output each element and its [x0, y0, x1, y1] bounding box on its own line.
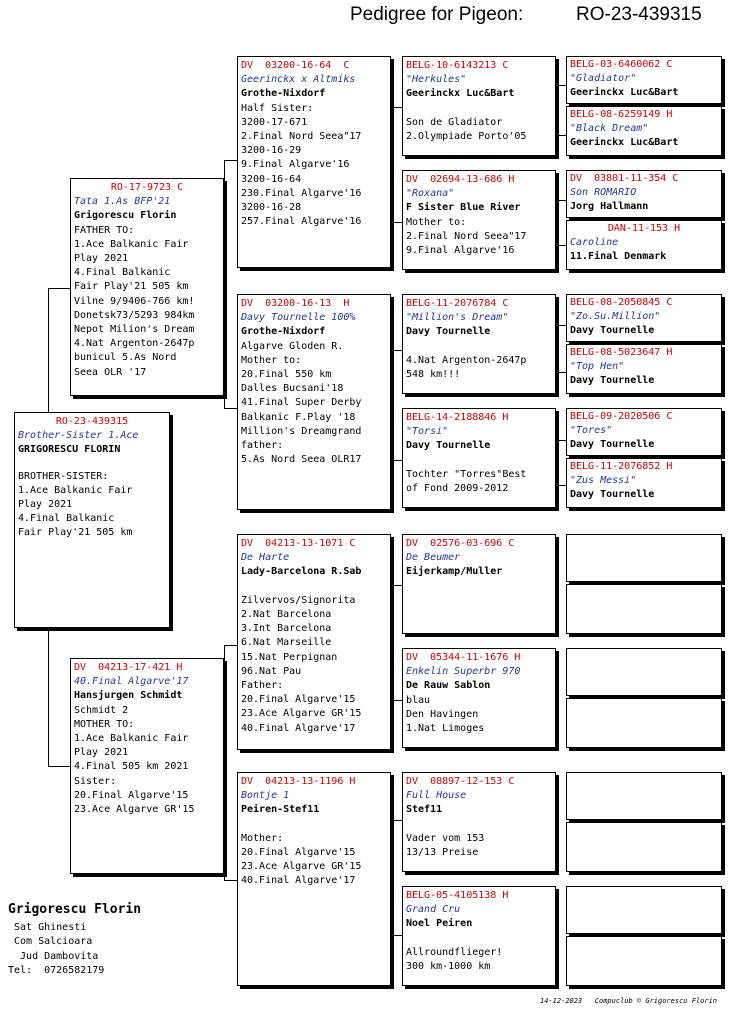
empty-pedigree-card[interactable]: [566, 772, 722, 820]
card-name: Enkelin Superbr 970: [406, 666, 521, 678]
connector-line: [224, 645, 237, 646]
dam-card[interactable]: [70, 658, 224, 874]
card-name: Full House: [406, 790, 467, 802]
card-name: Geerinckx x Altmiks: [241, 74, 356, 86]
connector-line: [48, 288, 49, 412]
card-name: "Top Hen": [570, 361, 625, 373]
card-name: "Roxana": [406, 188, 455, 200]
card-ring: DV 02576-03-696 C: [406, 538, 515, 549]
empty-pedigree-card[interactable]: [566, 648, 722, 696]
pedigree-card-dam-dam[interactable]: [237, 772, 391, 986]
card-name: "Tores": [570, 425, 613, 437]
card-owner: Jorg Hallmann: [570, 201, 649, 213]
footer-credit: 14-12-2023 Compuclub © Grigorescu Florin: [540, 997, 718, 1005]
card-owner: 11.Final Denmark: [570, 251, 667, 263]
page-header: [350, 4, 730, 30]
pedigree-card-sire-dam[interactable]: [237, 294, 391, 510]
card-name: "Gladiator": [570, 73, 637, 85]
connector-line: [224, 408, 237, 409]
empty-pedigree-card[interactable]: [566, 534, 722, 582]
connector-line: [558, 485, 566, 486]
dam-notes: Schmidt 2 MOTHER TO: 1.Ace Balkanic Fair Play 2021 4.Final 505 km 2021 Sister: 20.Final Algarve'15 23.Ace Algarve GR'15: [74, 704, 195, 816]
card-name: "Herkules": [406, 74, 467, 86]
breeder-address: Sat Ghinesti Com Salcioara Jud Dambovita Tel: 0726582179: [8, 922, 105, 976]
sire-owner: Grigorescu Florin: [74, 210, 177, 222]
card-ring: BELG-11-2076784 C: [406, 298, 509, 309]
card-name: De Harte: [241, 552, 290, 564]
card-name: Caroline: [570, 237, 619, 249]
card-ring: BELG-05-4105138 H: [406, 890, 509, 901]
pedigree-card-gen4[interactable]: [566, 170, 722, 218]
card-ring: DV 04213-13-1196 H: [241, 776, 356, 787]
pedigree-card-gen3[interactable]: [402, 534, 556, 634]
pedigree-card-gen3[interactable]: [402, 648, 556, 748]
card-notes: Half Sister: 3200-17-671 2.Final Nord Seea"17 3200-16-29 9.Final Algarve'16 3200-16-64 230.Final Algarve'16 3200-16-28 257.Final Algarve'16: [241, 102, 362, 228]
card-owner: Davy Tournelle: [570, 325, 655, 337]
card-owner: Grothe-Nixdorf: [241, 326, 326, 338]
subject-name: Brother-Sister 1.Ace: [18, 430, 139, 442]
connector-line: [224, 645, 225, 766]
card-ring: DV 03200-16-13 H: [241, 298, 350, 309]
card-notes: Algarve Gloden R. Mother to: 20.Final 550 km Dalles Bucsani'18 41.Final Super Derby Balkanic F.Play '18 Million's Dreamgrand father: 5.As Nord Seea OLR17: [241, 340, 362, 466]
pedigree-card-gen4[interactable]: [566, 458, 722, 508]
card-name: "Zo.Su.Million": [570, 311, 661, 323]
subject-card[interactable]: [14, 412, 170, 628]
card-notes: Allroundflieger! 300 km-1000 km: [406, 946, 503, 973]
connector-line: [558, 200, 566, 201]
card-ring: BELG-08-2050845 C: [570, 297, 673, 308]
card-ring: DV 08897-12-153 C: [406, 776, 515, 787]
pedigree-card-gen3[interactable]: [402, 170, 556, 270]
card-owner: Grothe-Nixdorf: [241, 88, 326, 100]
card-notes: blau Den Havingen 1.Nat Limoges: [406, 694, 485, 735]
card-owner: Noel Peiren: [406, 918, 473, 930]
sire-card[interactable]: [70, 178, 224, 396]
card-ring: DV 04213-13-1071 C: [241, 538, 356, 549]
connector-line: [224, 880, 237, 881]
breeder-info: [8, 903, 228, 978]
card-notes: Vader vom 153 13/13 Preise: [406, 832, 485, 859]
empty-pedigree-card[interactable]: [566, 584, 722, 634]
connector-line: [224, 288, 225, 408]
card-name: Bontje 1: [241, 790, 290, 802]
connector-line: [48, 766, 70, 767]
connector-line: [390, 222, 402, 223]
card-name: Grand Cru: [406, 904, 461, 916]
connector-line: [390, 350, 402, 351]
card-owner: Lady-Barcelona R.Sab: [241, 566, 362, 578]
connector-line: [558, 325, 566, 326]
connector-line: [558, 85, 566, 86]
card-owner: Peiren-Stef11: [241, 804, 320, 816]
sire-notes: FATHER TO: 1.Ace Balkanic Fair Play 2021 4.Final Balkanic Fair Play'21 505 km Vilne 9/9406-766 km! Donetsk73/5293 984km Nepot Milion's Dream 4.Nat Argenton-2647p bunicul 5.As Nord Seea OLR '17: [74, 224, 195, 378]
card-ring: DAN-11-153 H: [607, 223, 681, 234]
header-label: Pedigree for Pigeon:: [350, 4, 524, 25]
subject-owner: GRIGORESCU FLORIN: [18, 444, 121, 456]
card-name: "Zus Messi": [570, 475, 637, 487]
card-owner: Geerinckx Luc&Bart: [406, 88, 515, 100]
card-ring: BELG-09-2020506 C: [570, 411, 673, 422]
empty-pedigree-card[interactable]: [566, 698, 722, 748]
pedigree-card-gen3[interactable]: [402, 408, 556, 508]
pedigree-card-gen4[interactable]: [566, 56, 722, 104]
pedigree-card-gen4[interactable]: [566, 344, 722, 394]
card-name: "Torsi": [406, 426, 449, 438]
card-ring: BELG-10-6143213 C: [406, 60, 509, 71]
card-ring: BELG-08-5023647 H: [570, 347, 673, 358]
card-owner: Geerinckx Luc&Bart: [570, 87, 679, 99]
connector-line: [390, 585, 402, 586]
card-owner: De Rauw Sablon: [406, 680, 491, 692]
card-notes: 4.Nat Argenton-2647p 548 km!!!: [406, 354, 527, 381]
card-owner: Davy Tournelle: [570, 439, 655, 451]
connector-line: [558, 245, 566, 246]
card-owner: F Sister Blue River: [406, 202, 521, 214]
pedigree-card-gen4[interactable]: [566, 106, 722, 156]
card-notes: Zilvervos/Signorita 2.Nat Barcelona 3.Int Barcelona 6.Nat Marseille 15.Nat Perpignan 96.Nat Pau Father: 20.Final Algarve'15 23.Ace Algarve GR'15 40.Final Algarve'17: [241, 594, 362, 734]
card-name: Son ROMARIO: [570, 187, 637, 199]
connector-line: [224, 160, 225, 288]
dam-name: 40.Final Algarve'17: [74, 676, 189, 688]
pedigree-card-sire-sire[interactable]: [237, 56, 391, 268]
header-ring: RO-23-439315: [576, 4, 702, 25]
pedigree-card-gen4[interactable]: [566, 294, 722, 342]
card-name: Davy Tournelle 100%: [241, 312, 356, 324]
subject-ring: RO-23-439315: [55, 416, 129, 427]
connector-line: [48, 628, 49, 766]
card-owner: Davy Tournelle: [406, 440, 491, 452]
connector-line: [558, 135, 566, 136]
connector-line: [558, 372, 566, 373]
card-ring: DV 05344-11-1676 H: [406, 652, 521, 663]
subject-notes: BROTHER-SISTER: 1.Ace Balkanic Fair Play 2021 4.Final Balkanic Fair Play'21 505 km: [18, 470, 133, 539]
pedigree-card-gen3[interactable]: [402, 886, 556, 986]
card-ring: DV 03200-16-64 C: [241, 60, 350, 71]
card-name: "Black Dream": [570, 123, 649, 135]
card-ring: BELG-14-2188846 H: [406, 412, 509, 423]
card-ring: BELG-11-2076852 H: [570, 461, 673, 472]
connector-line: [558, 440, 566, 441]
connector-line: [390, 107, 402, 108]
card-ring: BELG-03-6460062 C: [570, 59, 673, 70]
card-name: "Million's Dream": [406, 312, 509, 324]
card-owner: Davy Tournelle: [570, 375, 655, 387]
sire-ring: RO-17-9723 C: [110, 182, 184, 193]
card-name: De Beumer: [406, 552, 461, 564]
empty-pedigree-card[interactable]: [566, 886, 722, 934]
empty-pedigree-card[interactable]: [566, 822, 722, 872]
pedigree-card-gen3[interactable]: [402, 772, 556, 872]
connector-line: [390, 700, 402, 701]
card-owner: Geerinckx Luc&Bart: [570, 137, 679, 149]
breeder-name: Grigorescu Florin: [8, 902, 142, 917]
connector-line: [224, 766, 225, 880]
empty-pedigree-card[interactable]: [566, 936, 722, 986]
card-owner: Stef11: [406, 804, 443, 816]
dam-ring: DV 04213-17-421 H: [74, 662, 183, 673]
card-notes: Son de Gladiator 2.Olympiade Porto'05: [406, 116, 527, 143]
card-ring: BELG-08-6259149 H: [570, 109, 673, 120]
connector-line: [390, 460, 402, 461]
pedigree-card-dam-sire[interactable]: [237, 534, 391, 750]
card-ring: DV 02694-13-686 H: [406, 174, 515, 185]
pedigree-card-gen4[interactable]: [566, 220, 722, 270]
card-notes: Mother to: 2.Final Nord Seea"17 9.Final Algarve'16: [406, 216, 527, 257]
card-owner: Eijerkamp/Muller: [406, 566, 503, 578]
connector-line: [390, 935, 402, 936]
connector-line: [224, 160, 237, 161]
dam-owner: Hansjurgen Schmidt: [74, 690, 183, 702]
card-owner: Davy Tournelle: [406, 326, 491, 338]
card-notes: Tochter "Torres"Best of Fond 2009-2012: [406, 468, 527, 495]
connector-line: [390, 820, 402, 821]
card-owner: Davy Tournelle: [570, 489, 655, 501]
pedigree-card-gen3[interactable]: [402, 294, 556, 394]
connector-line: [48, 288, 70, 289]
pedigree-card-gen4[interactable]: [566, 408, 722, 456]
sire-name: Tata 1.As BFP'21: [74, 196, 171, 208]
pedigree-card-gen3[interactable]: [402, 56, 556, 156]
card-notes: Mother: 20.Final Algarve'15 23.Ace Algarve GR'15 40.Final Algarve'17: [241, 832, 362, 887]
card-ring: DV 03801-11-354 C: [570, 173, 679, 184]
